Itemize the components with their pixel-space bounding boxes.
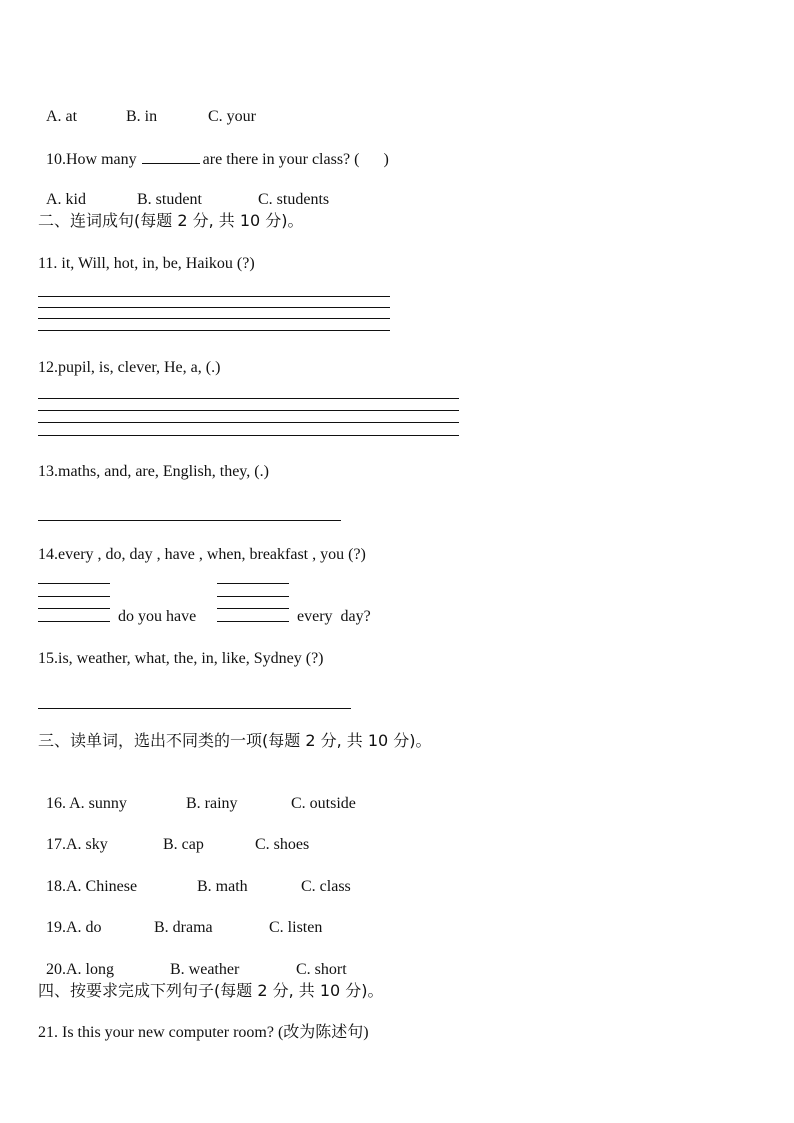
q12-answer-line[interactable]: [38, 410, 459, 411]
q18-option-c: C. class: [301, 878, 351, 895]
q17-option-a: 17.A. sky: [46, 836, 108, 853]
q9-option-b: B. in: [126, 108, 158, 125]
q16-option-a: 16. A. sunny: [46, 795, 127, 812]
q14-blank-2-line[interactable]: [217, 608, 289, 609]
q19-option-c: C. listen: [269, 919, 323, 936]
q15-answer-line[interactable]: [38, 708, 351, 709]
q11-answer-line[interactable]: [38, 296, 390, 297]
q10-prefix: 10.How many: [46, 151, 137, 168]
q17-row: [38, 815, 309, 855]
q14-blank-1-line[interactable]: [38, 608, 110, 609]
section-4-heading: 四、按要求完成下列句子(每题 2 分, 共 10 分)。: [38, 981, 384, 1000]
q12-answer-line[interactable]: [38, 435, 459, 436]
q10-close: ): [383, 151, 389, 168]
q12-prompt: 12.pupil, is, clever, He, a, (.): [38, 359, 221, 376]
q14-prompt: 14.every , do, day , have , when, breakfast , you (?): [38, 546, 366, 563]
q18-option-a: 18.A. Chinese: [46, 878, 138, 895]
q12-answer-line[interactable]: [38, 398, 459, 399]
q10-blank[interactable]: [142, 149, 200, 164]
q13-answer-line[interactable]: [38, 520, 341, 521]
q14-blank-2-line[interactable]: [217, 621, 289, 622]
q14-end-text: every day?: [297, 608, 371, 625]
section-2-heading: 二、连词成句(每题 2 分, 共 10 分)。: [38, 211, 304, 230]
q15-prompt: 15.is, weather, what, the, in, like, Sydney (?): [38, 650, 324, 667]
q20-option-a: 20.A. long: [46, 961, 114, 978]
q16-option-b: B. rainy: [186, 795, 238, 812]
q13-prompt: 13.maths, and, are, English, they, (.): [38, 463, 269, 480]
q9-option-c: C. your: [208, 108, 256, 125]
q17-option-b: B. cap: [163, 836, 204, 853]
q10-options: [38, 170, 329, 210]
q10-question: [38, 129, 389, 170]
q10-option-a: A. kid: [46, 191, 86, 208]
q16-row: [38, 774, 356, 814]
q9-option-a: A. at: [46, 108, 78, 125]
q17-option-c: C. shoes: [255, 836, 310, 853]
q18-row: [38, 857, 351, 897]
q14-middle-text: do you have: [118, 608, 197, 625]
q16-option-c: C. outside: [291, 795, 356, 812]
q14-blank-1-line[interactable]: [38, 621, 110, 622]
q14-blank-1-line[interactable]: [38, 583, 110, 584]
q21-prompt: 21. Is this your new computer room? (改为陈述句): [38, 1024, 369, 1041]
q9-options: [38, 87, 256, 127]
q14-blank-2-line[interactable]: [217, 583, 289, 584]
q11-answer-line[interactable]: [38, 330, 390, 331]
q11-answer-line[interactable]: [38, 307, 390, 308]
section-3-heading: 三、读单词，选出不同类的一项(每题 2 分, 共 10 分)。: [38, 731, 432, 750]
q20-option-c: C. short: [296, 961, 347, 978]
q19-option-a: 19.A. do: [46, 919, 102, 936]
q14-blank-1-line[interactable]: [38, 596, 110, 597]
q12-answer-line[interactable]: [38, 422, 459, 423]
q10-option-b: B. student: [137, 191, 202, 208]
q10-option-c: C. students: [258, 191, 330, 208]
q20-row: [38, 940, 347, 980]
q18-option-b: B. math: [197, 878, 248, 895]
q14-blank-2-line[interactable]: [217, 596, 289, 597]
q19-option-b: B. drama: [154, 919, 213, 936]
q10-suffix: are there in your class? (: [202, 151, 360, 168]
q11-answer-line[interactable]: [38, 318, 390, 319]
q11-prompt: 11. it, Will, hot, in, be, Haikou (?): [38, 255, 255, 272]
q19-row: [38, 898, 322, 938]
q20-option-b: B. weather: [170, 961, 240, 978]
